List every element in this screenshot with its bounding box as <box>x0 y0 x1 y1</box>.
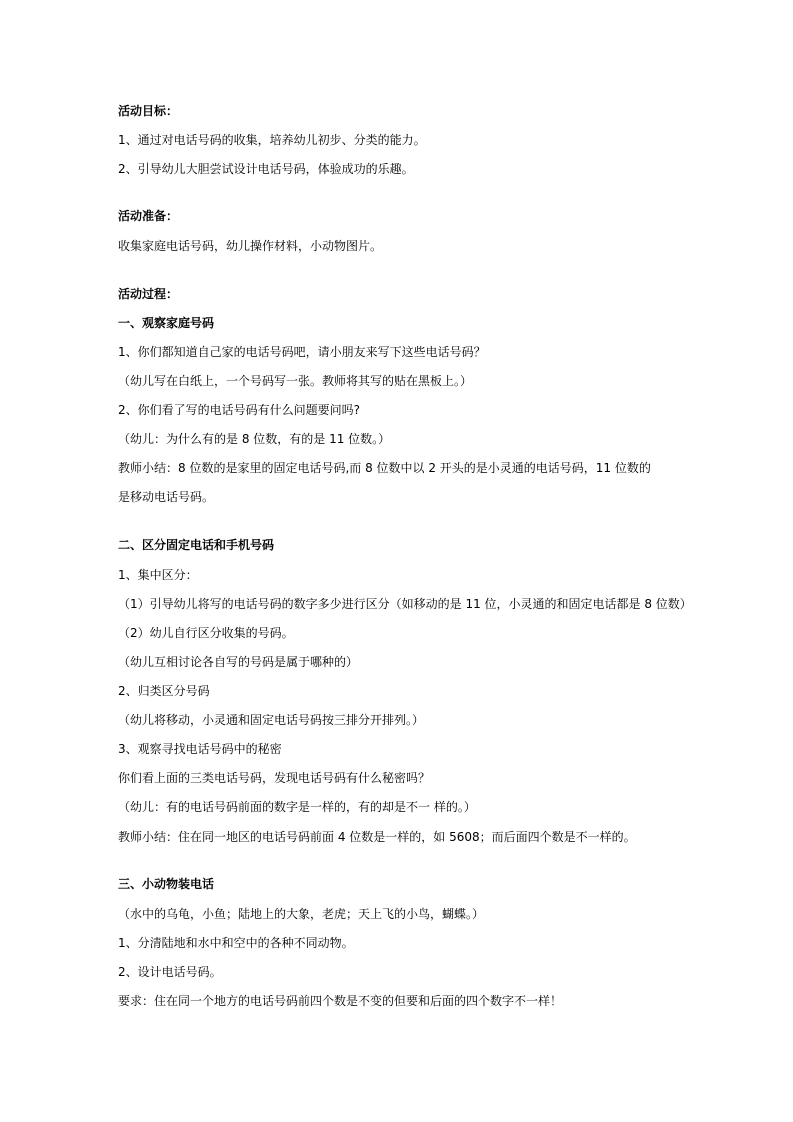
goal-item: 1、通过对电话号码的收集，培养幼儿初步、分类的能力。 <box>118 133 426 147</box>
heading-prep: 活动准备： <box>118 209 179 223</box>
heading-process: 活动过程： <box>118 287 179 301</box>
section-title: 三、小动物装电话 <box>118 877 215 891</box>
section-line: （水中的乌龟，小鱼；陆地上的大象，老虎；天上飞的小鸟，蝴蝶。） <box>118 907 485 921</box>
section-line: 2、设计电话号码。 <box>118 965 222 979</box>
section-line: （幼儿写在白纸上，一个号码写一张。教师将其写的贴在黑板上。） <box>118 374 473 388</box>
section-line: （2）幼儿自行区分收集的号码。 <box>118 626 294 640</box>
section-line: 1、分清陆地和水中和空中的各种不同动物。 <box>118 936 354 950</box>
prep-text: 收集家庭电话号码，幼儿操作材料，小动物图片。 <box>118 239 383 253</box>
section-line: 1、你们都知道自己家的电话号码吧，请小朋友来写下这些电话号码？ <box>118 345 486 359</box>
section-line: （幼儿：为什么有的是 8 位数，有的是 11 位数。） <box>118 432 391 446</box>
heading-goals: 活动目标： <box>118 104 179 118</box>
section-line: （幼儿：有的电话号码前面的数字是一样的，有的却是不一 样的。） <box>118 800 476 814</box>
section-line: 你们看上面的三类电话号码，发现电话号码有什么秘密吗？ <box>118 771 431 785</box>
section-line: 教师小结：住在同一地区的电话号码前面 4 位数是一样的，如 5608；而后面四个数是不一样的。 <box>118 830 636 844</box>
section-line: （幼儿互相讨论各自写的号码是属于哪种的） <box>118 655 359 669</box>
goal-item: 2、引导幼儿大胆尝试设计电话号码，体验成功的乐趣。 <box>118 162 414 176</box>
section-line: 教师小结：8 位数的是家里的固定电话号码,而 8 位数中以 2 开头的是小灵通的电话号码，11 位数的 <box>118 461 651 475</box>
section-line: （1）引导幼儿将写的电话号码的数字多少进行区分（如移动的是 11 位，小灵通的和固定电话都是 8 位数） <box>118 597 692 611</box>
section-line: 1、集中区分： <box>118 568 198 582</box>
section-line: （幼儿将移动，小灵通和固定电话号码按三排分开排列。） <box>118 713 425 727</box>
section-line: 是移动电话号码。 <box>118 490 215 504</box>
section-line: 2、归类区分号码 <box>118 684 210 698</box>
section-line: 2、你们看了写的电话号码有什么问题要问吗? <box>118 403 361 417</box>
section-line: 要求：住在同一个地方的电话号码前四个数是不变的但要和后面的四个数字不一样！ <box>118 994 563 1008</box>
section-title: 一、观察家庭号码 <box>118 316 215 330</box>
section-title: 二、区分固定电话和手机号码 <box>118 538 275 552</box>
section-line: 3、观察寻找电话号码中的秘密 <box>118 742 282 756</box>
